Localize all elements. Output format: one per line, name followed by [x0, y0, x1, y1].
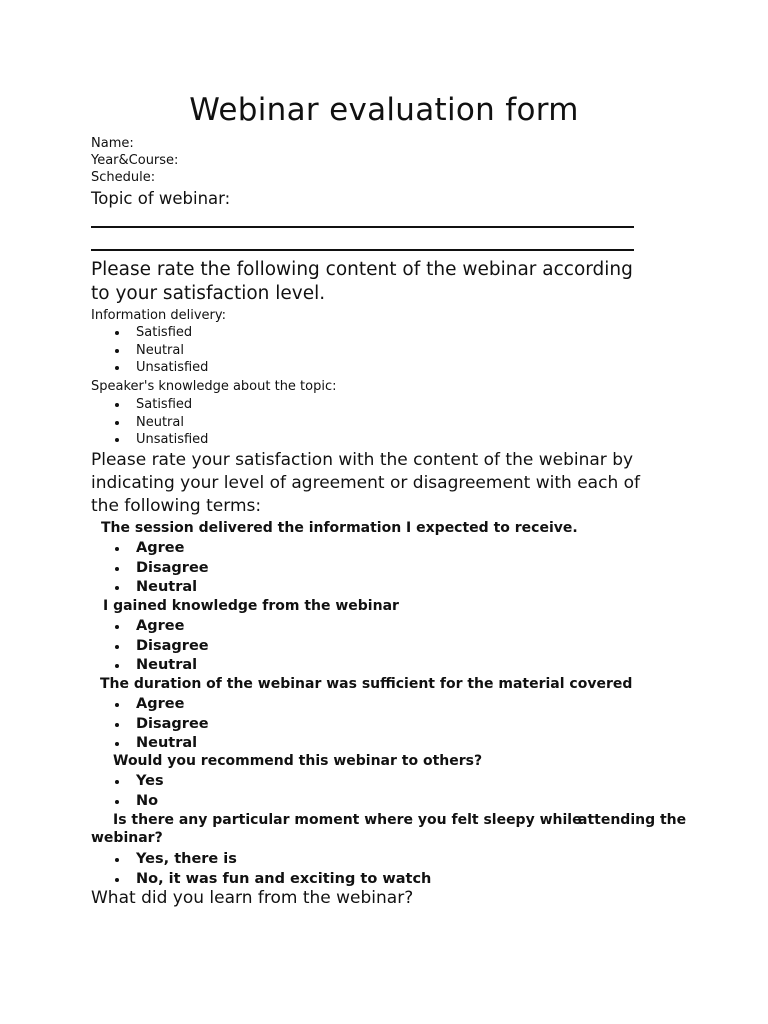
- section1-heading-line-2: to your satisfaction level.: [91, 283, 326, 304]
- list-item: Yes, there is: [136, 850, 431, 870]
- question-5-options: [136, 850, 431, 889]
- name-field-label: Name:: [91, 136, 134, 151]
- list-item: Neutral: [136, 656, 209, 676]
- section2-heading-line-1: Please rate your satisfaction with the content of the webinar by: [91, 450, 634, 470]
- list-item: Disagree: [136, 559, 209, 579]
- question-2-options: [136, 617, 209, 676]
- list-item: Agree: [136, 695, 209, 715]
- year-course-field-label: Year&Course:: [91, 153, 179, 168]
- topic-label: Topic of webinar:: [91, 189, 231, 208]
- list-item: Neutral: [136, 578, 209, 598]
- section1-heading: [91, 258, 711, 306]
- list-item: Satisfied: [136, 396, 208, 414]
- question-1: The session delivered the information I expected to receive.: [101, 520, 578, 536]
- form-title: Webinar evaluation form: [189, 92, 579, 128]
- list-item: Neutral: [136, 414, 208, 432]
- information-delivery-label: Information delivery:: [91, 308, 227, 323]
- question-3-options: [136, 695, 209, 754]
- section2-heading: [91, 449, 711, 518]
- question-1-options: [136, 539, 209, 598]
- list-item: Agree: [136, 539, 209, 559]
- closing-question: What did you learn from the webinar?: [91, 888, 414, 908]
- list-item: Agree: [136, 617, 209, 637]
- list-item: Yes: [136, 772, 164, 792]
- section2-heading-line-2: indicating your level of agreement or disagreement with each of: [91, 473, 641, 493]
- question-3: The duration of the webinar was sufficient for the material covered: [100, 676, 633, 692]
- list-item: Unsatisfied: [136, 360, 209, 376]
- list-item: Neutral: [136, 734, 209, 754]
- list-item: Satisfied: [136, 324, 208, 342]
- section2-heading-line-3: the following terms:: [91, 496, 262, 516]
- speaker-knowledge-label: Speaker's knowledge about the topic:: [91, 379, 337, 394]
- question-2: I gained knowledge from the webinar: [103, 598, 399, 614]
- question-5-line-2: webinar?: [91, 830, 163, 846]
- list-item: Disagree: [136, 637, 209, 657]
- list-item: No, it was fun and exciting to watch: [136, 870, 431, 890]
- question-4-options: [136, 772, 164, 811]
- section1-heading-line-1: Please rate the following content of the webinar according: [91, 259, 633, 280]
- list-item: Disagree: [136, 715, 209, 735]
- speaker-knowledge-options: [136, 396, 208, 449]
- question-5-part-2: attending the: [578, 812, 687, 828]
- list-item: Unsatisfied: [136, 432, 209, 448]
- information-delivery-options: [136, 324, 208, 377]
- list-item: No: [136, 792, 164, 812]
- question-5-part-1: Is there any particular moment where you felt sleepy while: [113, 812, 582, 828]
- question-4: Would you recommend this webinar to others?: [113, 753, 483, 769]
- topic-answer-line-2: [91, 249, 634, 251]
- schedule-field-label: Schedule:: [91, 170, 156, 185]
- list-item: Neutral: [136, 342, 208, 360]
- topic-answer-line-1: [91, 226, 634, 228]
